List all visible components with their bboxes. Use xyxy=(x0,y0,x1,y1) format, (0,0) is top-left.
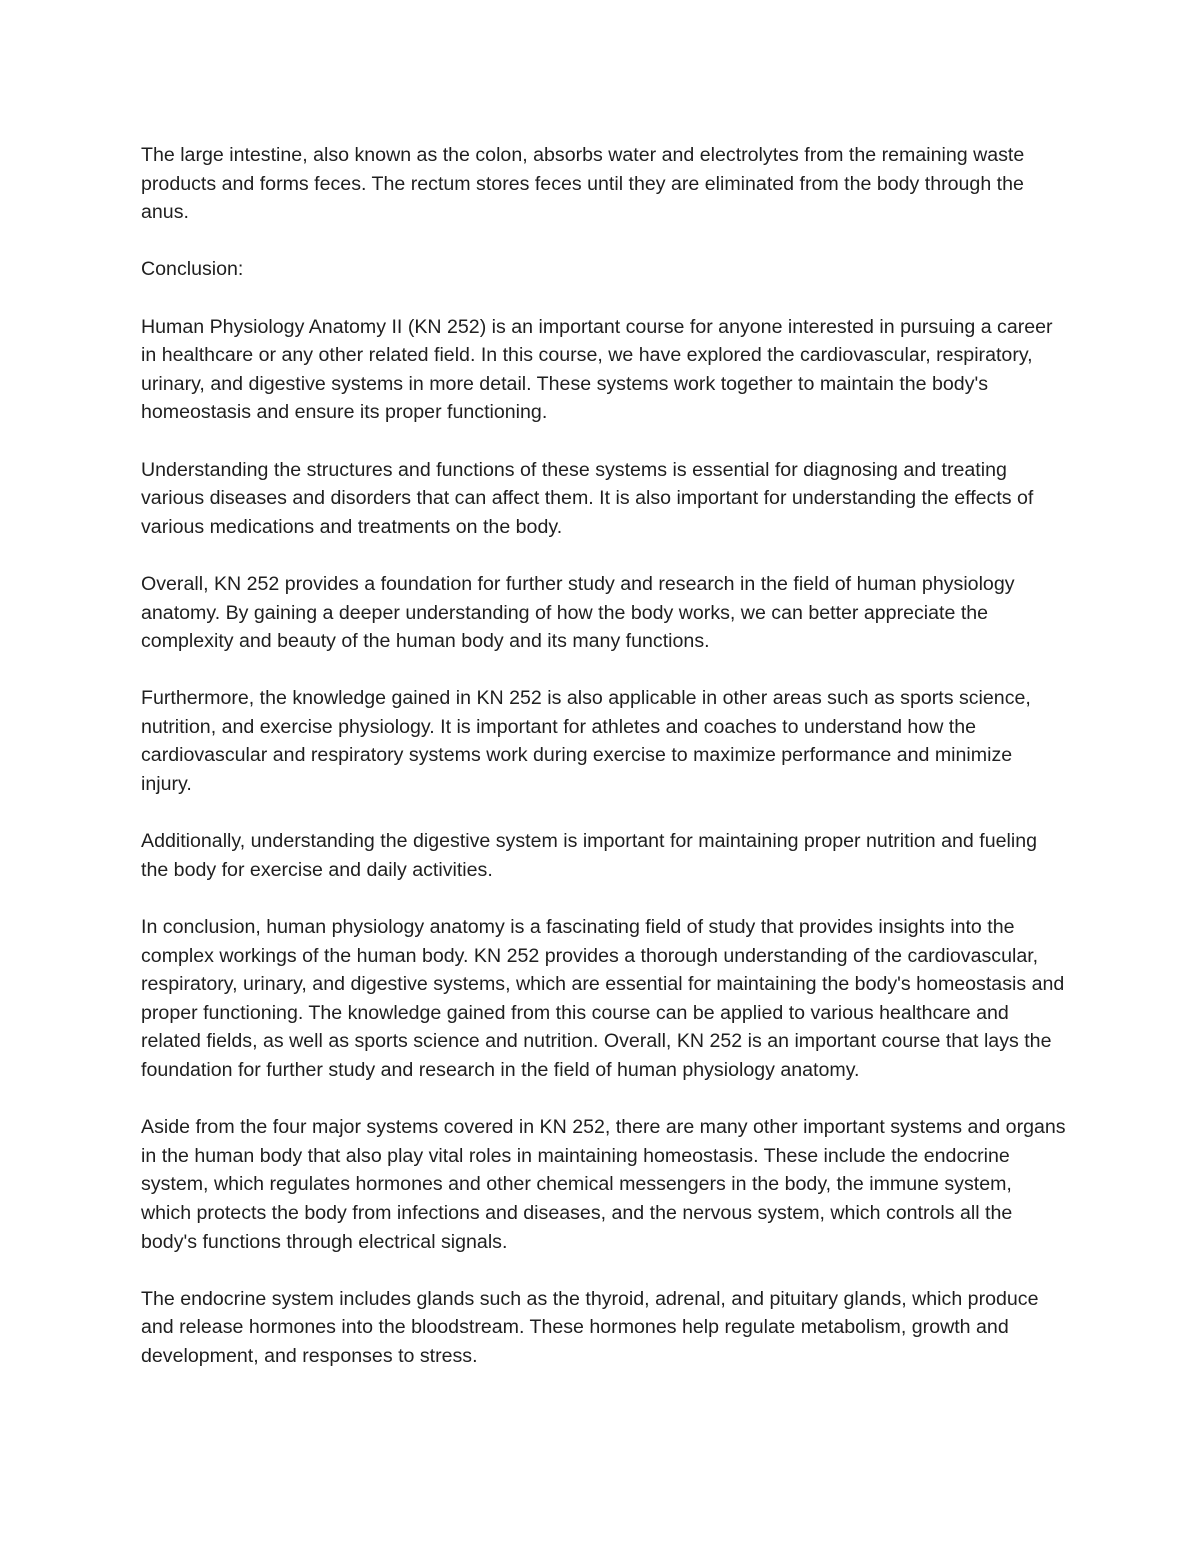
conclusion-heading: Conclusion: xyxy=(141,258,244,281)
document-body xyxy=(141,141,1066,1399)
paragraph-understanding-structures: Understanding the structures and functions of these systems is essential for diagnosing and treating various diseases and disorders that can affect them. It is also important for understanding the effects of various medications and treatments on the body. xyxy=(141,458,1034,538)
paragraph-digestive-nutrition: Additionally, understanding the digestive system is important for maintaining proper nutrition and fueling the body for exercise and daily activities. xyxy=(141,830,1038,881)
paragraph-other-systems: Aside from the four major systems covered in KN 252, there are many other important systems and organs in the human body that also play vital roles in maintaining homeostasis. These include the endocrine system, which regulates hormones and other chemical messengers in the body, the immune system, which protects the body from infections and diseases, and the nervous system, which controls all the body's functions through electrical signals. xyxy=(141,1116,1066,1253)
paragraph-large-intestine: The large intestine, also known as the colon, absorbs water and electrolytes from the remaining waste products and forms feces. The rectum stores feces until they are eliminated from the body through the anus. xyxy=(141,144,1025,224)
paragraph-endocrine-system: The endocrine system includes glands such as the thyroid, adrenal, and pituitary glands, which produce and release hormones into the bloodstream. These hormones help regulate metabolism, growth and development, and responses to stress. xyxy=(141,1287,1039,1367)
paragraph-overall-foundation: Overall, KN 252 provides a foundation for further study and research in the field of human physiology anatomy. By gaining a deeper understanding of how the body works, we can better appreciate the complexity and beauty of the human body and its many functions. xyxy=(141,572,1015,653)
paragraph-furthermore-applications: Furthermore, the knowledge gained in KN 252 is also applicable in other areas such as sports science, nutrition, and exercise physiology. It is important for athletes and coaches to understand how the cardiovascular and respiratory systems work during exercise to maximize performance and minimize injury. xyxy=(141,687,1031,796)
paragraph-in-conclusion: In conclusion, human physiology anatomy is a fascinating field of study that provides insights into the complex workings of the human body. KN 252 provides a thorough understanding of the cardiovascular, respiratory, urinary, and digestive systems, which are essential for maintaining the body's homeostasis and proper functioning. The knowledge gained from this course can be applied to various healthcare and related fields, as well as sports science and nutrition. Overall, KN 252 is an important course that lays the foundation for further study and research in the field of human physiology anatomy. xyxy=(141,916,1065,1081)
paragraph-course-overview: Human Physiology Anatomy II (KN 252) is an important course for anyone interested in pursuing a career in healthcare or any other related field. In this course, we have explored the cardiovascular, respiratory, urinary, and digestive systems in more detail. These systems work together to maintain the body's homeostasis and ensure its proper functioning. xyxy=(141,315,1053,424)
